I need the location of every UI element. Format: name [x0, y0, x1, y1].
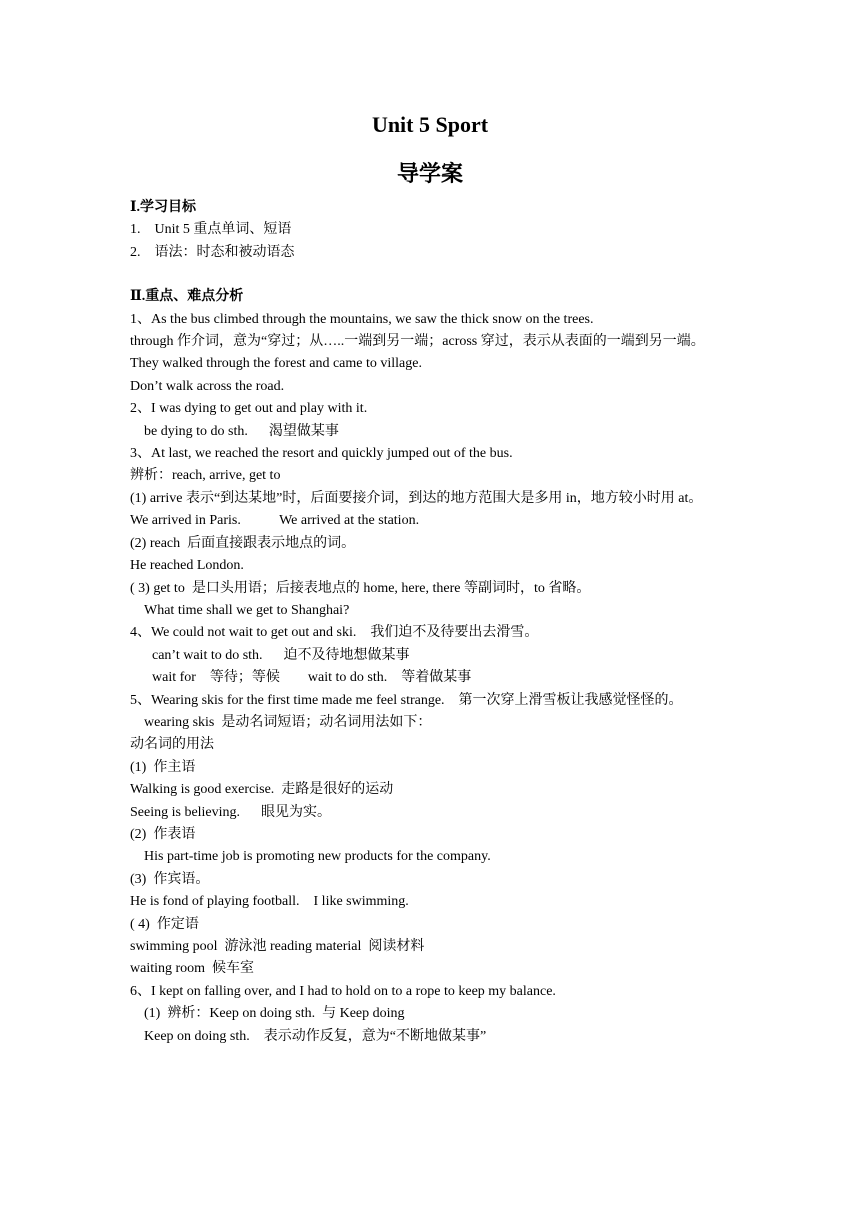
text-line: (3) 作宾语。 — [130, 871, 210, 887]
text-line: swimming pool 游泳池 reading material 阅读材料 — [130, 939, 425, 954]
text-line: ( 4) 作定语 — [130, 916, 199, 932]
text-line: They walked through the forest and came to village. — [130, 356, 422, 372]
text-line: through 作介词，意为“穿过；从…..一端到另一端；across 穿过，表示从表面的一端到另一端。 — [130, 334, 705, 350]
text-line: wearing skis 是动名词短语；动名词用法如下： — [144, 714, 432, 730]
text-line: (1) 作主语 — [130, 759, 196, 775]
paragraph-gap — [130, 264, 732, 286]
section-heading-analysis: Ⅱ.重点、难点分析 — [130, 289, 244, 305]
text-line: He reached London. — [130, 558, 244, 574]
text-line: (1) arrive 表示“到达某地”时，后面要接介词，到达的地方范围大是多用 in，地方较小时用 at。 — [130, 490, 703, 506]
text-line: waiting room 候车室 — [130, 961, 255, 977]
text-line: (2) 作表语 — [130, 826, 196, 842]
section-heading-objectives: Ⅰ.学习目标 — [130, 200, 197, 215]
text-line: Walking is good exercise. 走路是很好的运动 — [130, 782, 394, 798]
text-line: What time shall we get to Shanghai? — [144, 602, 350, 618]
text-line: Seeing is believing. 眼见为实。 — [130, 804, 332, 820]
text-line: be dying to do sth. 渴望做某事 — [144, 423, 339, 439]
text-line: wait for 等待；等候 wait to do sth. 等着做某事 — [152, 670, 472, 686]
text-line: (1) 辨析：Keep on doing sth. 与 Keep doing — [144, 1006, 405, 1022]
text-line: 3、At last, we reached the resort and quickly jumped out of the bus. — [130, 446, 513, 462]
text-line: 1、As the bus climbed through the mountains, we saw the thick snow on the trees. — [130, 311, 594, 327]
text-line: ( 3) get to 是口头用语；后接表地点的 home, here, there 等副词时，to 省略。 — [130, 580, 591, 596]
text-line: (2) reach 后面直接跟表示地点的词。 — [130, 535, 356, 551]
objective-item: 2. 语法：时态和被动语态 — [130, 244, 295, 260]
text-line: He is fond of playing football. I like swimming. — [130, 894, 409, 910]
text-line: 6、I kept on falling over, and I had to hold on to a rope to keep my balance. — [130, 983, 556, 999]
text-line: 辨析：reach, arrive, get to — [130, 468, 281, 484]
document-title: Unit 5 Sport — [371, 112, 489, 137]
text-line: can’t wait to do sth. 迫不及待地想做某事 — [152, 647, 410, 663]
document-subtitle: 导学案 — [396, 162, 463, 187]
text-line: 2、I was dying to get out and play with it. — [130, 401, 368, 417]
text-line: We arrived in Paris. We arrived at the station. — [130, 513, 420, 529]
document-body — [130, 197, 732, 1048]
text-line: Keep on doing sth. 表示动作反复，意为“不断地做某事” — [144, 1028, 487, 1044]
text-line: 动名词的用法 — [130, 737, 214, 753]
text-line: Don’t walk across the road. — [130, 378, 285, 394]
text-line: 4、We could not wait to get out and ski. 我们迫不及待要出去滑雪。 — [130, 625, 539, 641]
text-line: His part-time job is promoting new products for the company. — [144, 849, 491, 865]
text-line: 5、Wearing skis for the first time made me feel strange. 第一次穿上滑雪板让我感觉怪怪的。 — [130, 692, 683, 708]
objective-item: 1. Unit 5 重点单词、短语 — [130, 222, 292, 238]
